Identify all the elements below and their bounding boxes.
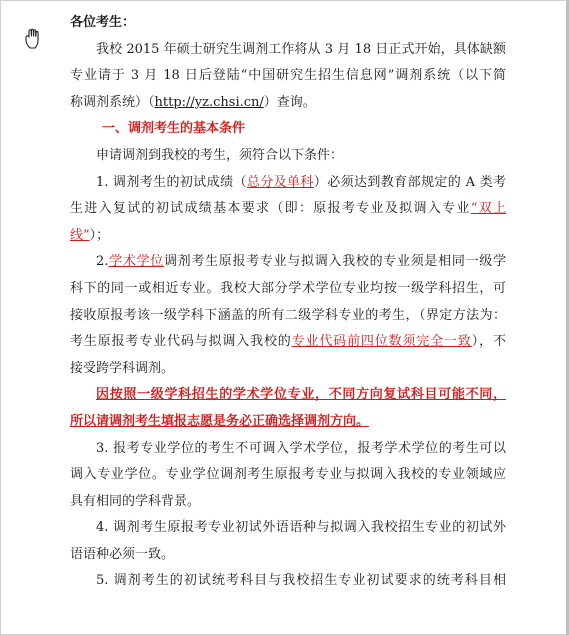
item1-text-d: ）； xyxy=(89,227,110,243)
chsi-link[interactable]: http://yz.chsi.cn/ xyxy=(154,94,264,110)
document-body xyxy=(70,10,506,595)
item1-line-3 xyxy=(70,223,506,250)
item1-line-1 xyxy=(70,170,506,197)
item2-highlight-code: 专业代码前四位数须完全一致 xyxy=(291,334,472,350)
item2-line-3: 接收原报考该一级学科下涵盖的所有二级学科专业的考生，（界定方法为： xyxy=(70,307,506,323)
item2-number: 2. xyxy=(96,254,109,270)
item1-line-2 xyxy=(70,196,506,223)
item2-line-5: 接受跨学科调剂。 xyxy=(70,360,175,376)
intro-line-3 xyxy=(70,90,506,117)
warning-line-1: 因按照一级学科招生的学术学位专业，不同方向复试科目可能不同， xyxy=(96,387,506,403)
section-lead: 申请调剂到我校的考生，须符合以下条件： xyxy=(96,147,344,163)
item2-text-a: 调剂考生原报考专业与拟调入我校的专业须是相同一级学 xyxy=(163,254,506,270)
greeting: 各位考生： xyxy=(70,15,136,30)
item2-line-1 xyxy=(70,249,506,276)
item2-line-2: 科下的同一或相近专业。我校大部分学术学位专业均按一级学科招生，可 xyxy=(70,280,506,296)
item1-text-c: 生进入复试的初试成绩基本要求（即：原报考专业及拟调入专业 xyxy=(70,201,471,217)
item3-line-3: 具有相同的学科背景。 xyxy=(70,493,201,509)
item3-line-2: 调入专业学位。专业学位调剂考生原报考专业与拟调入我校的专业领域应 xyxy=(70,467,506,483)
intro-line-2: 专业请于 3 月 18 日后登陆“中国研究生招生信息网”调剂系统（以下简 xyxy=(70,68,506,84)
item2-text-b: 考生原报考专业代码与拟调入我校的 xyxy=(70,334,292,350)
section-heading: 一、调剂考生的基本条件 xyxy=(102,121,246,137)
item1-highlight-line: 线” xyxy=(70,227,90,243)
item4-line-1: 4. 调剂考生原报考专业初试外语语种与拟调入我校招生专业的初试外 xyxy=(96,520,506,536)
intro-text: 称调剂系统）（ xyxy=(70,94,155,110)
item5-line-1: 5. 调剂考生的初试统考科目与我校招生专业初试要求的统考科目相 xyxy=(96,573,506,589)
item2-text-c: ），不 xyxy=(471,334,506,350)
intro-text-end: ）查询。 xyxy=(263,94,316,110)
item1-text-b: ）必须达到教育部规定的 A 类考 xyxy=(313,174,506,190)
item2-highlight-academic: 学术学位 xyxy=(108,254,164,270)
intro-line-1: 我校 2015 年硕士研究生调剂工作将从 3 月 18 日正式开始，具体缺额 xyxy=(96,41,506,57)
hand-cursor-icon xyxy=(24,28,44,50)
item1-highlight-double: “双上 xyxy=(470,201,506,217)
item1-text-a: 1. 调剂考生的初试成绩（ xyxy=(96,174,247,190)
item3-line-1: 3. 报考专业学位的考生不可调入学术学位，报考学术学位的考生可以 xyxy=(96,440,506,456)
item2-line-4 xyxy=(70,329,506,356)
item4-line-2: 语语种必须一致。 xyxy=(70,546,175,562)
item1-highlight-total: 总分及单科 xyxy=(246,174,314,190)
warning-line-2: 所以请调剂考生填报志愿是务必正确选择调剂方向。 xyxy=(70,413,370,429)
